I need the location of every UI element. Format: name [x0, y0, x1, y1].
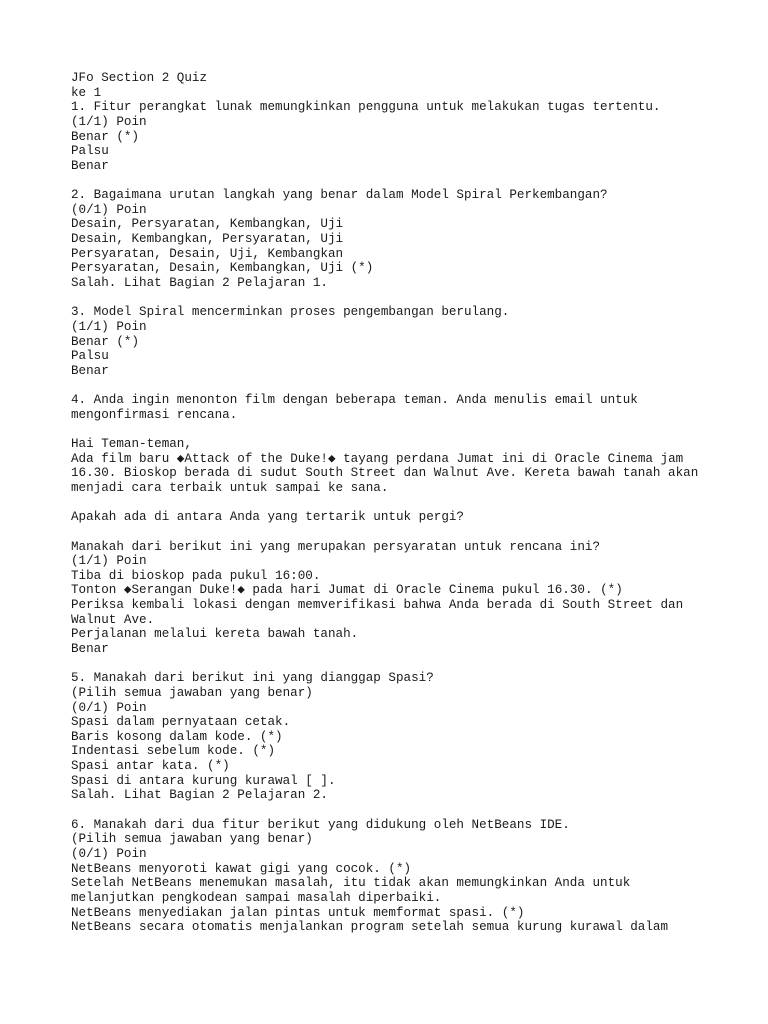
question-3-option: Benar (*) [71, 334, 140, 349]
email-body: Apakah ada di antara Anda yang tertarik untuk pergi? [71, 510, 464, 525]
question-6-option: Setelah NetBeans menemukan masalah, itu tidak akan memungkinkan Anda untuk [71, 876, 631, 891]
question-1-score: (1/1) Poin [71, 114, 147, 129]
question-6-instruction: (Pilih semua jawaban yang benar) [71, 832, 313, 847]
question-5-text: 5. Manakah dari berikut ini yang dianggap Spasi? [71, 671, 434, 686]
question-2-option: Desain, Kembangkan, Persyaratan, Uji [71, 232, 344, 247]
question-4-score: (1/1) Poin [71, 554, 147, 569]
question-2-score: (0/1) Poin [71, 202, 147, 217]
question-1-text: 1. Fitur perangkat lunak memungkinkan pengguna untuk melakukan tugas tertentu. [71, 100, 661, 115]
question-5-option: Spasi di antara kurung kurawal [ ]. [71, 773, 336, 788]
doc-subtitle: ke 1 [71, 85, 102, 100]
email-body: Ada film baru ◆Attack of the Duke!◆ tayang perdana Jumat ini di Oracle Cinema jam [71, 451, 684, 466]
email-body: menjadi cara terbaik untuk sampai ke sana. [71, 480, 389, 495]
question-2-option: Persyaratan, Desain, Kembangkan, Uji (*) [71, 261, 374, 276]
question-3-score: (1/1) Poin [71, 319, 147, 334]
question-5-option: Indentasi sebelum kode. (*) [71, 744, 276, 759]
question-6-option: NetBeans menyediakan jalan pintas untuk memformat spasi. (*) [71, 905, 525, 920]
question-4-prompt: Manakah dari berikut ini yang merupakan persyaratan untuk rencana ini? [71, 539, 601, 554]
question-6-option: NetBeans menyoroti kawat gigi yang cocok. (*) [71, 861, 412, 876]
question-1-option: Benar (*) [71, 129, 140, 144]
question-4-option: Perjalanan melalui kereta bawah tanah. [71, 627, 359, 642]
blank-line [71, 657, 731, 672]
question-6-option: melanjutkan pengkodean sampai masalah diperbaiki. [71, 890, 442, 905]
doc-title: JFo Section 2 Quiz [71, 71, 208, 85]
question-5-option: Baris kosong dalam kode. (*) [71, 729, 283, 744]
email-body: 16.30. Bioskop berada di sudut South Street dan Walnut Ave. Kereta bawah tanah akan [71, 466, 699, 481]
question-5-score: (0/1) Poin [71, 700, 147, 715]
question-4-option: Tiba di bioskop pada pukul 16:00. [71, 568, 321, 583]
blank-line [71, 378, 731, 393]
question-2-option: Persyaratan, Desain, Uji, Kembangkan [71, 246, 344, 261]
question-6-text: 6. Manakah dari dua fitur berikut yang didukung oleh NetBeans IDE. [71, 817, 570, 832]
question-4-text: 4. Anda ingin menonton film dengan beberapa teman. Anda menulis email untuk [71, 393, 638, 408]
question-3-option: Palsu [71, 349, 109, 364]
question-1-option: Palsu [71, 144, 109, 159]
question-4-option: Walnut Ave. [71, 612, 155, 627]
question-3-text: 3. Model Spiral mencerminkan proses pengembangan berulang. [71, 305, 510, 320]
email-greeting: Hai Teman-teman, [71, 437, 192, 452]
question-5-option: Spasi antar kata. (*) [71, 759, 230, 774]
blank-line [71, 525, 731, 540]
question-3-result: Benar [71, 363, 109, 378]
document-page [71, 71, 731, 935]
question-5-option: Spasi dalam pernyataan cetak. [71, 715, 291, 730]
blank-line [71, 291, 731, 306]
question-6-score: (0/1) Poin [71, 846, 147, 861]
question-2-option: Desain, Persyaratan, Kembangkan, Uji [71, 217, 344, 232]
question-6-option: NetBeans secara otomatis menjalankan program setelah semua kurung kurawal dalam [71, 920, 669, 935]
blank-line [71, 173, 731, 188]
question-1-result: Benar [71, 158, 109, 173]
blank-line [71, 496, 731, 511]
question-4-option: Tonton ◆Serangan Duke!◆ pada hari Jumat di Oracle Cinema pukul 16.30. (*) [71, 583, 623, 598]
question-4-result: Benar [71, 641, 109, 656]
question-4-option: Periksa kembali lokasi dengan memverifikasi bahwa Anda berada di South Street dan [71, 598, 684, 613]
blank-line [71, 803, 731, 818]
question-2-text: 2. Bagaimana urutan langkah yang benar dalam Model Spiral Perkembangan? [71, 188, 608, 203]
question-4-text: mengonfirmasi rencana. [71, 407, 238, 422]
question-2-result: Salah. Lihat Bagian 2 Pelajaran 1. [71, 275, 328, 290]
blank-line [71, 422, 731, 437]
question-5-instruction: (Pilih semua jawaban yang benar) [71, 685, 313, 700]
question-5-result: Salah. Lihat Bagian 2 Pelajaran 2. [71, 788, 328, 803]
